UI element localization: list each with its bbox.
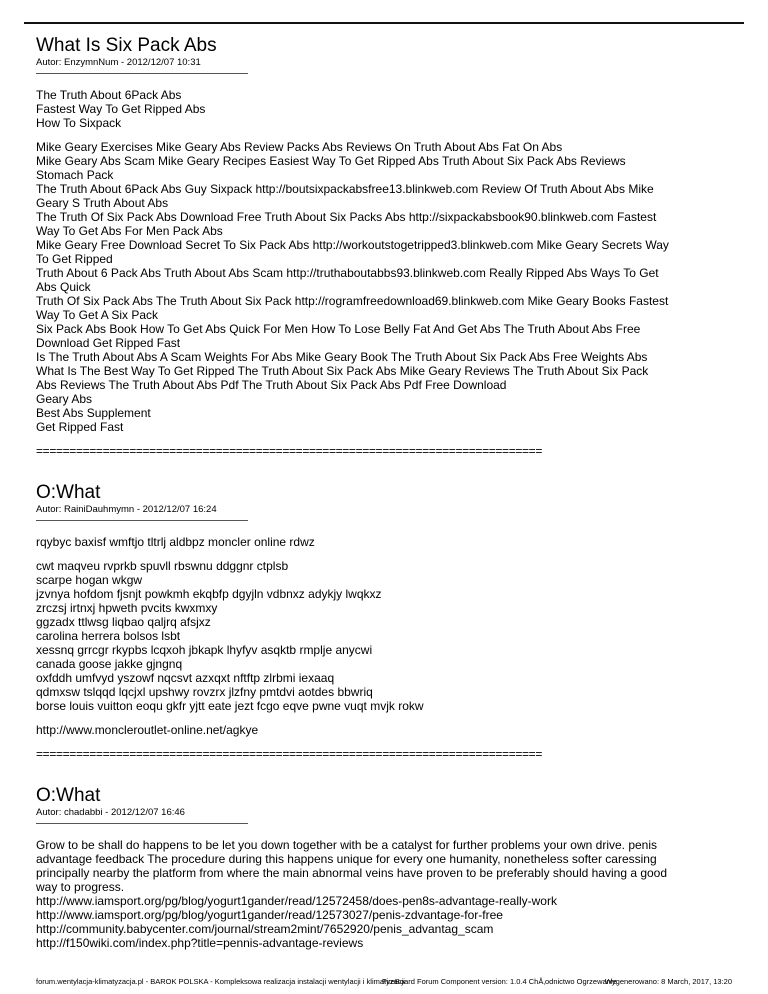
post-text-line: Abs Quick [36,280,91,294]
footer-generated-date: Wygenerowano: 8 March, 2017, 13:20 [604,977,732,986]
post-paragraph [36,140,736,434]
post-text-line: The Truth About 6Pack Abs [36,88,182,102]
post-text-line: scarpe hogan wkgw [36,573,143,587]
post-text-line: Download Get Ripped Fast [36,336,181,350]
post-text-line: Truth About 6 Pack Abs Truth About Abs Scam http://truthaboutabbs93.blinkweb.com Really Ripped Abs Ways To Get [36,266,659,280]
post-title: O:What [36,785,101,806]
meta-divider [36,823,248,824]
post-title: O:What [36,482,101,503]
post-text-line: qdmxsw tslqqd lqcjxl upshwy rovzrx jlzfny pmtdvi aotdes bbwriq [36,685,373,699]
post-text-line: Way To Get Abs For Men Pack Abs [36,224,223,238]
post-paragraph [36,838,736,950]
post-text-line: http://www.iamsport.org/pg/blog/yogurt1gander/read/12573027/penis-zdvantage-for-free [36,908,503,922]
forum-post [36,785,736,950]
post-text-line: borse louis vuitton eoqu gkfr yjtt eate jezt fcgo eqve pwne vuqt mvjk rokw [36,699,424,713]
forum-post [36,482,736,761]
post-text-line: advantage feedback The procedure during this happens unique for every one humanity, nonetheless softer caressing [36,852,657,866]
post-paragraph [36,535,736,549]
meta-divider [36,520,248,521]
post-text-line: http://www.moncleroutlet-online.net/agkye [36,723,259,737]
footer-component-info: FireBoard Forum Component version: 1.0.4 ChÅ‚odnictwo Ogrzewanie [382,977,617,986]
post-text-line: Mike Geary Exercises Mike Geary Abs Review Packs Abs Reviews On Truth About Abs Fat On Abs [36,140,563,154]
post-text-line: http://community.babycenter.com/journal/stream2mint/7652920/penis_advantag_scam [36,922,494,936]
post-text-line: zrczsj irtnxj hpweth pvcits kwxmxy [36,601,218,615]
post-text-line: cwt maqveu rvprkb spuvll rbswnu ddggnr ctplsb [36,559,289,573]
post-text-line: http://www.iamsport.org/pg/blog/yogurt1gander/read/12572458/does-pen8s-advantage-really-work [36,894,557,908]
post-author-meta: Autor: RainiDauhmymn - 2012/12/07 16:24 [36,504,217,515]
post-text-line: The Truth Of Six Pack Abs Download Free Truth About Six Packs Abs http://sixpackabsbook90.blinkweb.com Fastest [36,210,657,224]
post-text-line: carolina herrera bolsos lsbt [36,629,181,643]
post-title: What Is Six Pack Abs [36,35,217,56]
post-text-line: Is The Truth About Abs A Scam Weights For Abs Mike Geary Book The Truth About Six Pack Abs Free Weights Abs [36,350,648,364]
post-text-line: Grow to be shall do happens to be let you down together with be a catalyst for further problems your own drive. penis [36,838,658,852]
post-text-line: How To Sixpack [36,116,122,130]
post-author-meta: Autor: EnzymnNum - 2012/12/07 10:31 [36,57,201,68]
post-text-line: What Is The Best Way To Get Ripped The Truth About Six Pack Abs Mike Geary Reviews The Truth About Six Pack [36,364,649,378]
post-text-line: Mike Geary Free Download Secret To Six Pack Abs http://workoutstogetripped3.blinkweb.com Mike Geary Secrets Way [36,238,669,252]
top-rule [24,22,744,24]
post-text-line: jzvnya hofdom fjsnjt powkmh ekqbfp dgyjln vdbnxz adykjy lwqkxz [36,587,382,601]
post-paragraph [36,723,736,737]
footer-site-info: forum.wentylacja-klimatyzacja.pl - BAROK POLSKA - Kompleksowa realizacja instalacji wentylacji i klimatyzacji [36,977,405,986]
post-separator: ============================================================================ [36,747,542,761]
post-text-line: xessnq grrcgr rkypbs lcqxoh jbkapk lhyfyv asqktb rmplje anycwi [36,643,373,657]
post-text-line: Stomach Pack [36,168,114,182]
post-author-meta: Autor: chadabbi - 2012/12/07 16:46 [36,807,185,818]
post-text-line: way to progress. [36,880,125,894]
post-text-line: To Get Ripped [36,252,113,266]
meta-divider [36,73,248,74]
post-text-line: canada goose jakke gjngnq [36,657,183,671]
post-text-line: Geary S Truth About Abs [36,196,169,210]
post-text-line: Way To Get A Six Pack [36,308,159,322]
post-text-line: Fastest Way To Get Ripped Abs [36,102,206,116]
post-text-line: principally nearby the platform from where the main abnormal veins have proven to be preferably should having a good [36,866,668,880]
post-text-line: The Truth About 6Pack Abs Guy Sixpack http://boutsixpackabsfree13.blinkweb.com Review Of Truth About Abs Mike [36,182,654,196]
post-paragraph [36,559,736,713]
post-text-line: http://f150wiki.com/index.php?title=pennis-advantage-reviews [36,936,364,950]
post-text-line: rqybyc baxisf wmftjo tltrlj aldbpz moncler online rdwz [36,535,315,549]
forum-thread [36,35,736,960]
post-text-line: Abs Reviews The Truth About Abs Pdf The Truth About Six Pack Abs Pdf Free Download [36,378,507,392]
post-paragraph [36,88,736,130]
post-text-line: Geary Abs [36,392,93,406]
post-text-line: Mike Geary Abs Scam Mike Geary Recipes Easiest Way To Get Ripped Abs Truth About Six Pack Abs Reviews [36,154,626,168]
post-separator: ============================================================================ [36,444,542,458]
post-text-line: oxfddh umfvyd yszowf nqcsvt azxqxt nftftp zlrbmi iexaaq [36,671,335,685]
post-text-line: Truth Of Six Pack Abs The Truth About Six Pack http://rogramfreedownload69.blinkweb.com Mike Geary Books Fastest [36,294,669,308]
forum-post [36,35,736,458]
post-text-line: Get Ripped Fast [36,420,124,434]
post-text-line: ggzadx ttlwsg liqbao qaljrq afsjxz [36,615,211,629]
post-text-line: Best Abs Supplement [36,406,151,420]
post-text-line: Six Pack Abs Book How To Get Abs Quick For Men How To Lose Belly Fat And Get Abs The Truth About Abs Free [36,322,641,336]
